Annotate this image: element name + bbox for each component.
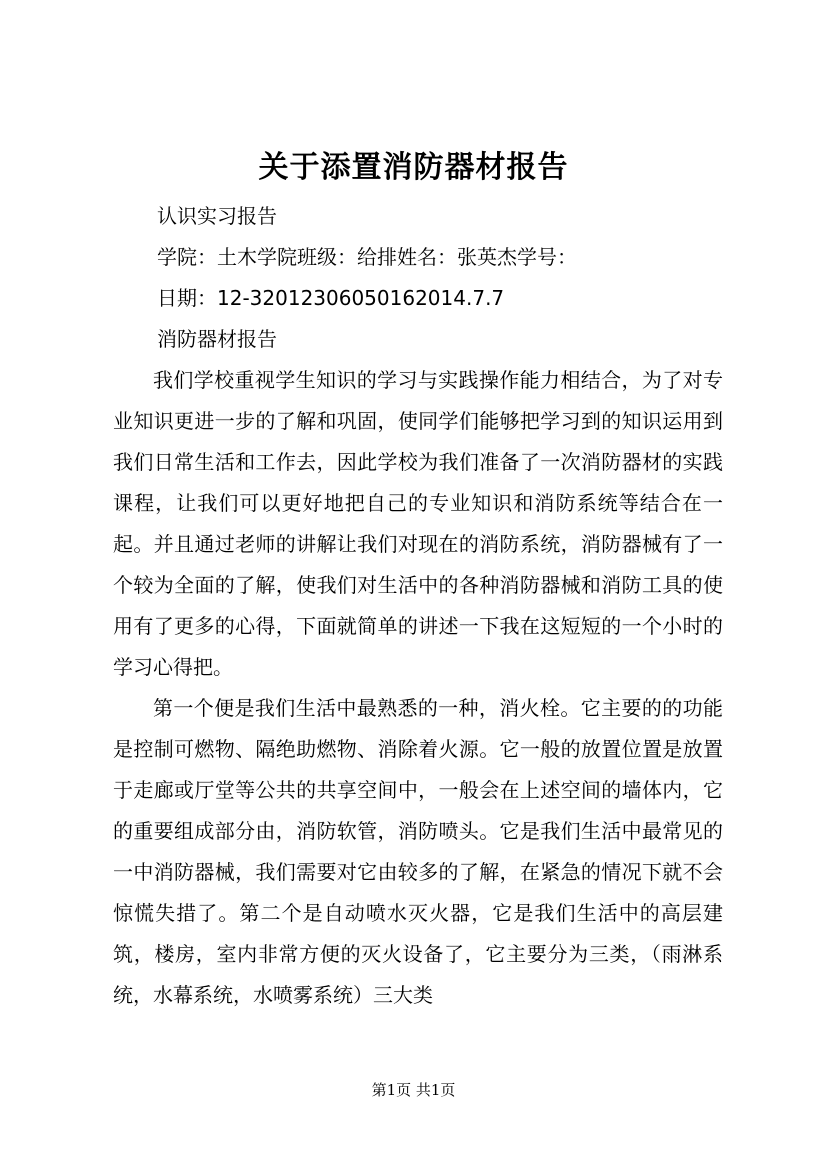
page-footer: 第1页 共1页	[371, 1081, 456, 1099]
report-subtitle-line: 消防器材报告	[157, 327, 277, 351]
body-paragraph-1: 我们学校重视学生知识的学习与实践操作能力相结合，为了对专业知识更进一步的了解和巩固，使同学们能够把学习到的知识运用到我们日常生活和工作去，因此学校为我们准备了一次消防器材的实践课程，让我们可以更好地把自己的专业知识和消防系统等结合在一起。并且通过老师的讲解让我们对现在的消防系统，消防器械有了一个较为全面的了解，使我们对生活中的各种消防器械和消防工具的使用有了更多的心得，下面就简单的讲述一下我在这短短的一个小时的学习心得把。	[113, 368, 723, 679]
document-body	[113, 196, 723, 1016]
body-paragraph-2: 第一个便是我们生活中最熟悉的一种，消火栓。它主要的的功能是控制可燃物、隔绝助燃物、消除着火源。它一般的放置位置是放置于走廊或厅堂等公共的共享空间中，一般会在上述空间的墙体内，它的重要组成部分由，消防软管，消防喷头。它是我们生活中最常见的一中消防器械，我们需要对它由较多的了解，在紧急的情况下就不会惊慌失措了。第二个是自动喷水灭火器，它是我们生活中的高层建筑，楼房，室内非常方便的灭火设备了，它主要分为三类，（雨淋系统，水幕系统，水喷雾系统）三大类	[113, 696, 723, 1007]
student-info-line: 学院：土木学院班级：给排姓名：张英杰学号：	[157, 245, 577, 269]
report-type-line: 认识实习报告	[157, 204, 277, 228]
date-line: 日期：12-32012306050162014.7.7	[157, 286, 505, 310]
document-title: 关于添置消防器材报告	[258, 150, 569, 185]
